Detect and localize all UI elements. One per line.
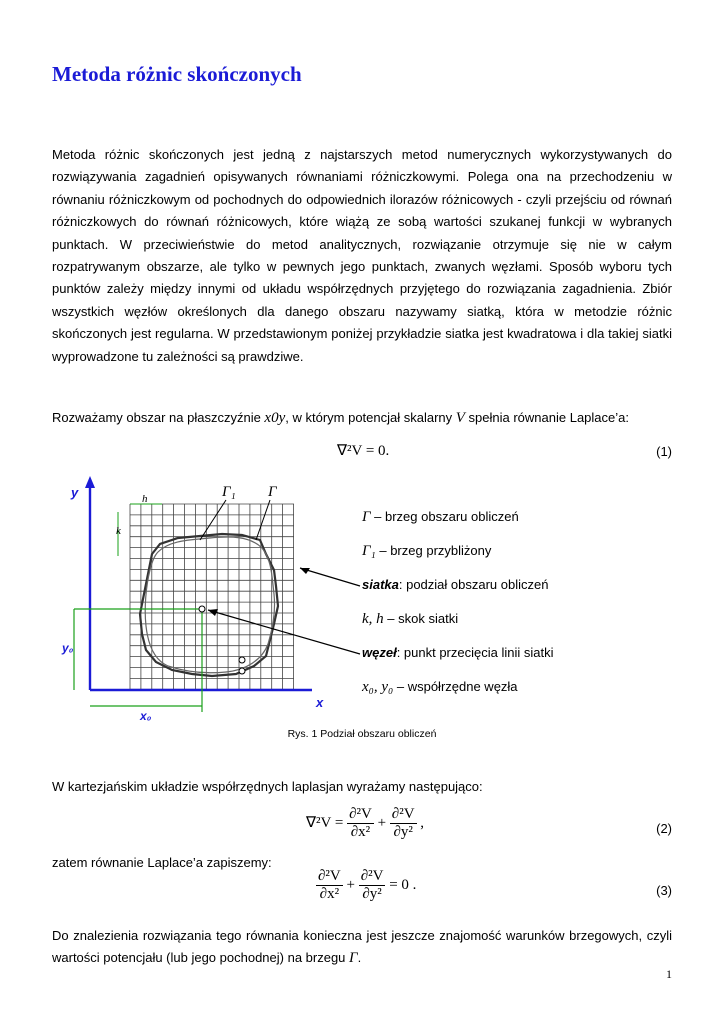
equation-2-number: (2) [656, 821, 672, 836]
legend-pointers [200, 560, 370, 670]
k-label: k [116, 525, 121, 537]
intro-paragraph: Metoda różnic skończonych jest jedną z najstarszych metod numerycznych wykorzystywanych do rozwiązywania zagadnień opisywanych równaniami różniczkowymi. Polega ona na przechodzeniu w równaniu różniczkowym od pochodnych do odpowiednich ilorazów różnicowych - czyli przejściu od równań różniczkowych do równań różnicowych, które wiążą ze sobą wartości szukanej funkcji w wybranych punktach. W przeciwieństwie do metod analitycznych, rozwiązanie otrzymuje się nie w całym rozpatrywanym obszarze, ale tylko w pewnych jego punktach, zwanych węzłami. Sposób wyboru tych punktów zależy między innymi od układu współrzędnych przyjętego do rozwiązania zagadnienia. Zbiór wszystkich węzłów określonych dla danego obszaru nazywamy siatką, która w metodzie różnic skończonych jest regularna. W przedstawionym poniżej przykładzie siatka jest kwadratowa i dla takiej siatki wyprowadzone tu zależności są prawdziwe. [52, 147, 672, 364]
equation-2: ∇²V = $\frac{\text{∂²V}}{\text{∂x²}}$ + $\frac{\text{∂²V}}{\text{∂y²}}$ , [306, 806, 425, 840]
equation-1-number: (1) [656, 444, 672, 459]
legend-coords: x₀, y₀ – współrzędne węzła [362, 679, 518, 695]
boundary-conditions-paragraph: Do znalezienia rozwiązania tego równania konieczna jest jeszcze znajomość warunków brzegowych, czyli wartości potencjału (lub jego pochodnej) na brzegu Γ. [52, 928, 672, 967]
problem-statement: Rozważamy obszar na płaszczyźnie x0y, w którym potencjał skalarny V spełnia równanie Laplace’a: [52, 410, 629, 426]
laplace-intro: zatem równanie Laplace’a zapiszemy: [52, 855, 272, 870]
equation-3-number: (3) [656, 883, 672, 898]
y0-label: y₀ [62, 641, 74, 655]
x0-label: x₀ [140, 709, 152, 723]
legend-gamma: Γ – brzeg obszaru obliczeń [362, 509, 519, 525]
x-axis-label: x [316, 695, 324, 710]
legend-step: k, h – skok siatki [362, 611, 459, 627]
h-label: h [142, 493, 148, 505]
legend-gamma1: Γ₁ – brzeg przybliżony [362, 543, 492, 559]
equation-1: ∇²V = 0. [337, 443, 390, 459]
figure-caption: Rys. 1 Podział obszaru obliczeń [287, 728, 437, 740]
page-number: 1 [666, 967, 672, 981]
page-title: Metoda różnic skończonych [52, 62, 302, 86]
y-axis-label: y [71, 485, 79, 500]
legend-siatka: siatka: podział obszaru obliczeń [362, 577, 549, 592]
gamma1-label: Γ₁ [222, 484, 236, 500]
equation-3: $\frac{\text{∂²V}}{\text{∂x²}}$ + $\frac{\text{∂²V}}{\text{∂y²}}$ = 0 . [318, 868, 417, 902]
legend-wezel: węzeł: punkt przecięcia linii siatki [362, 645, 554, 660]
gamma-label: Γ [268, 484, 277, 500]
laplacian-intro: W kartezjańskim układzie współrzędnych laplasjan wyrażamy następująco: [52, 779, 483, 794]
